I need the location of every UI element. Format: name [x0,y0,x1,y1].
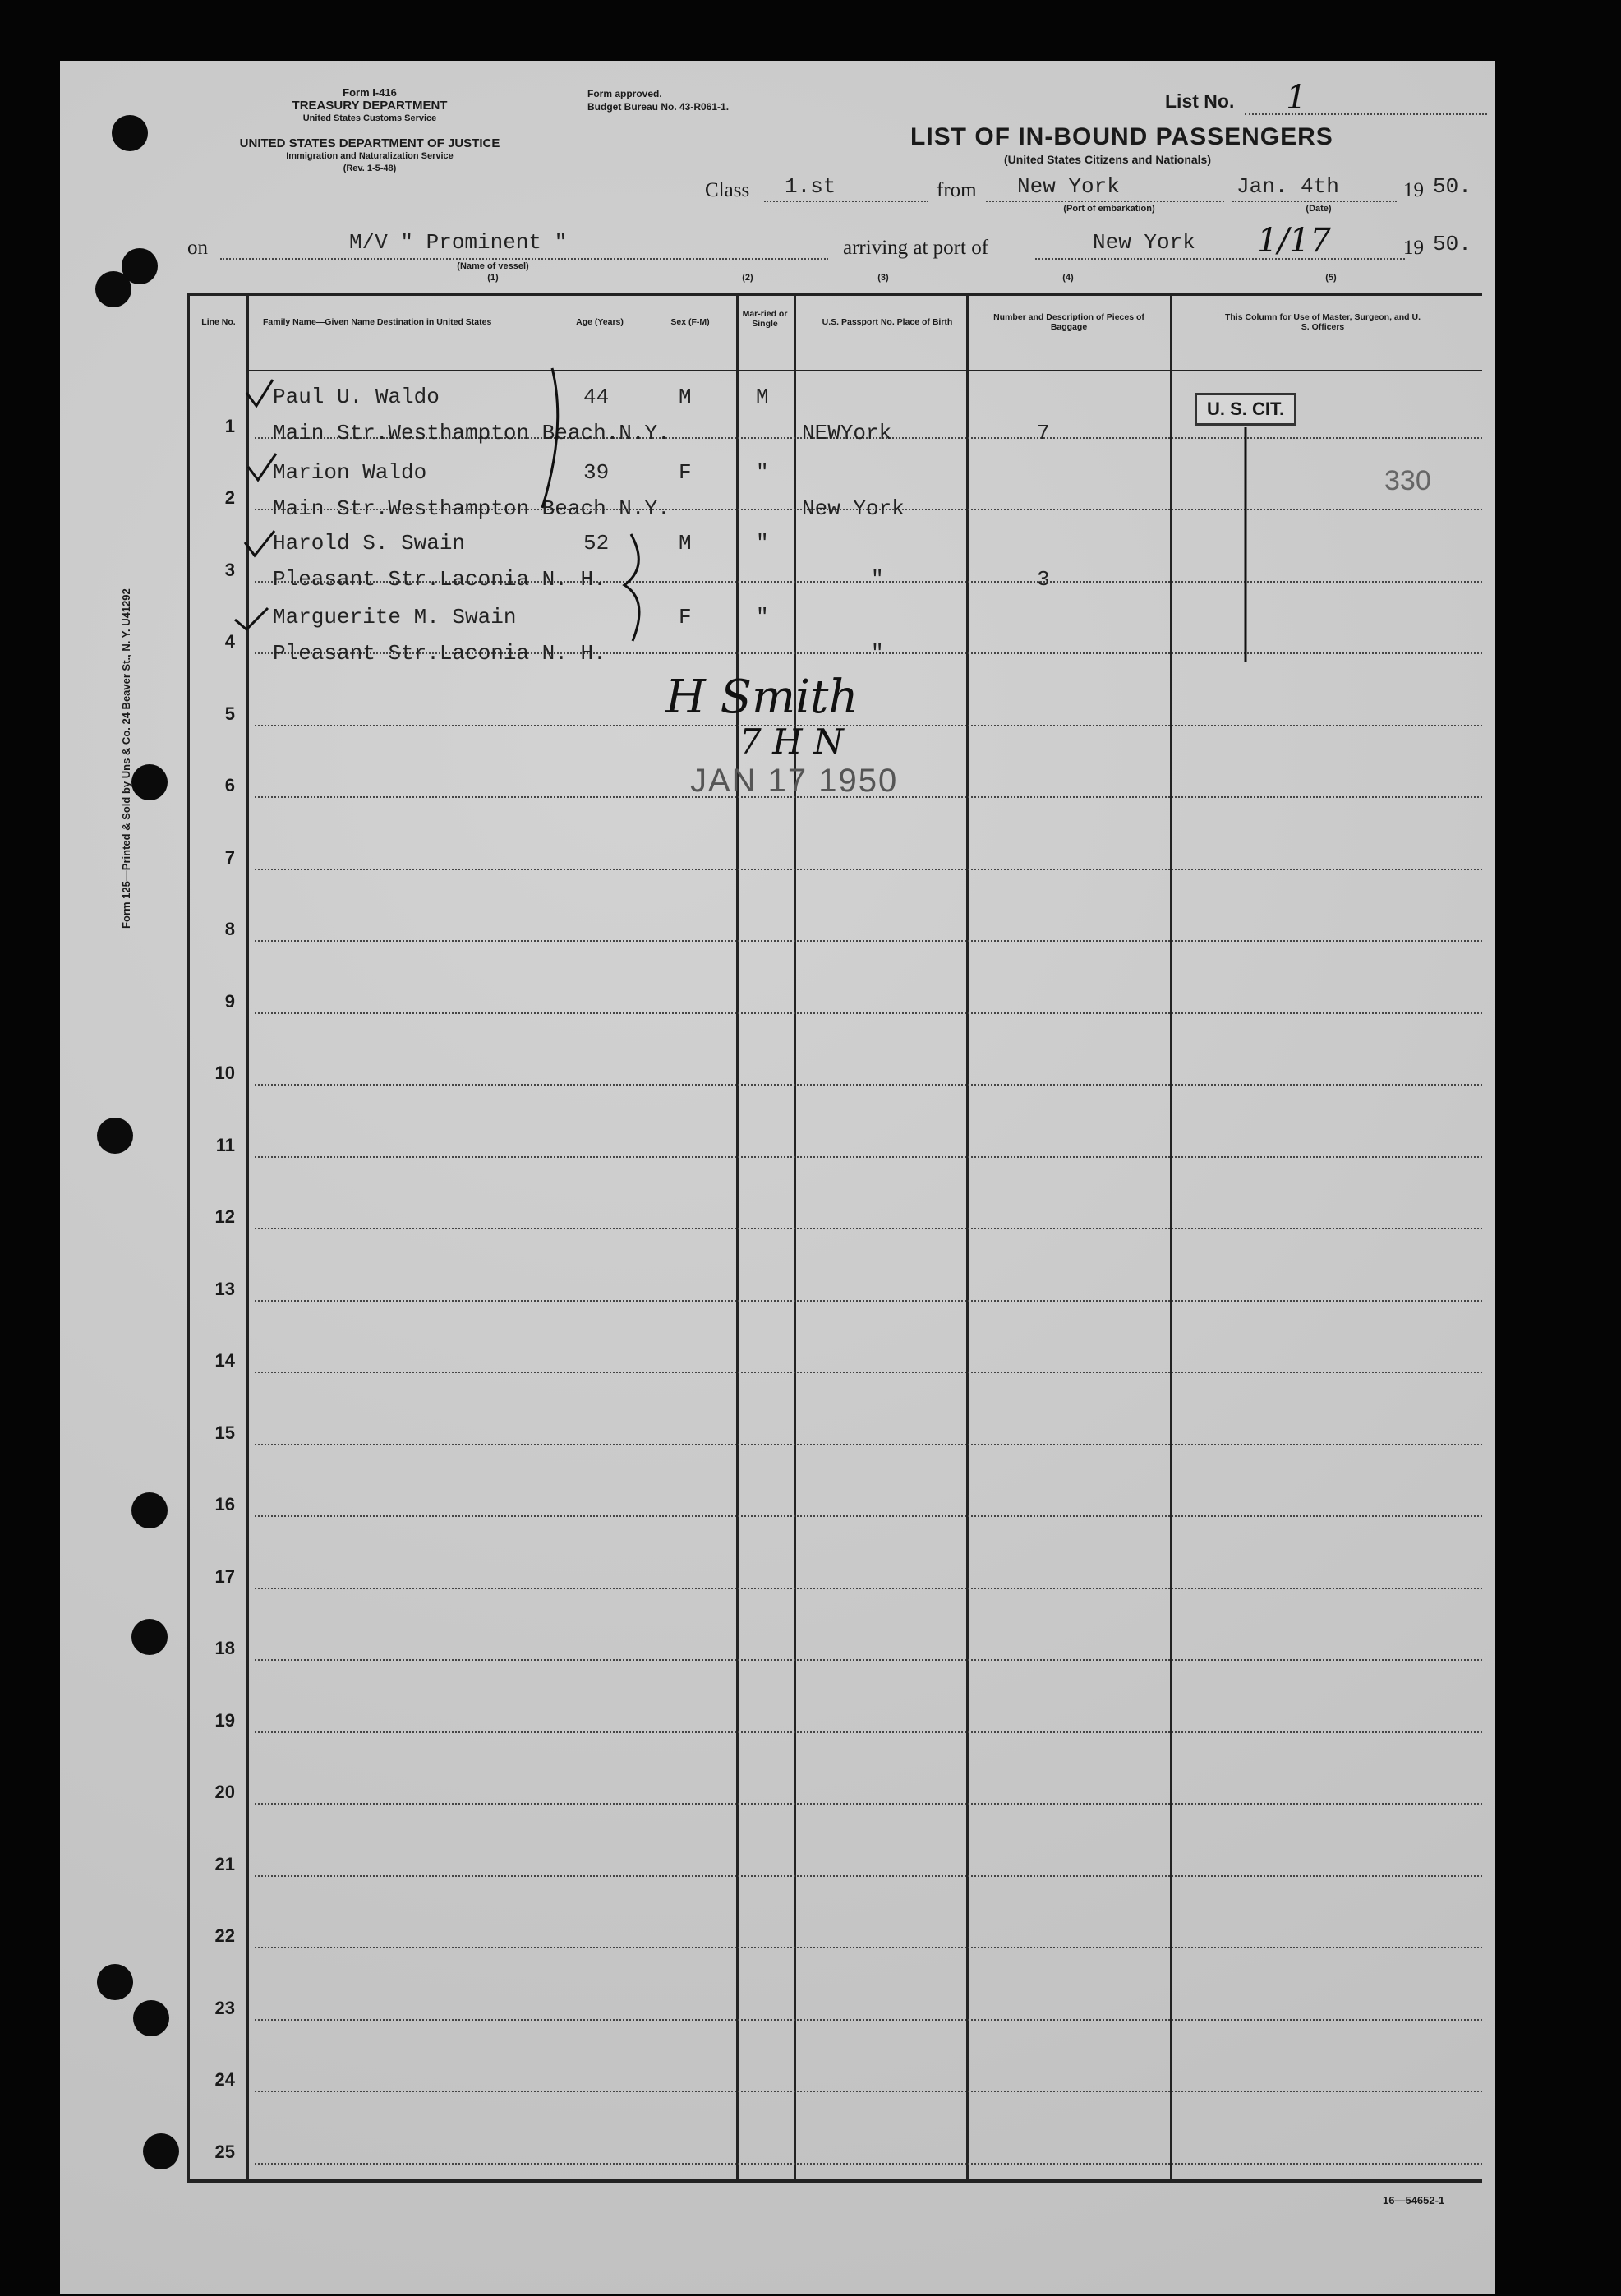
col-num-4: (4) [1062,273,1074,283]
col-num-2: (2) [742,273,753,283]
printer-side-text: Form 125—Printed & Sold by Uns & Co. 24 Beaver St., N. Y. U41292 [120,588,132,929]
line-number: 10 [214,1063,235,1083]
passenger-destination: Pleasant Str.Laconia N. H. [273,641,606,666]
form-title: LIST OF IN-BOUND PASSENGERS [910,123,1333,150]
form-approved: Form approved. [587,88,662,99]
form-number: Form I-416 [343,86,397,99]
line-number: 9 [224,990,235,1012]
class-label: Class [705,179,750,201]
budget-bureau: Budget Bureau No. 43-R061-1. [587,101,730,113]
col-header-baggage: Number and Description of Pieces of Baggage [993,312,1144,332]
line-number: 8 [224,919,235,939]
inspector-initials: 7 H N [739,722,844,762]
customs-label: United States Customs Service [302,113,437,123]
passenger-baggage: 3 [1037,567,1050,592]
passenger-sex: M [679,531,692,556]
from-label: from [937,179,977,201]
line-number: 20 [214,1782,235,1802]
passenger-name: Marguerite M. Swain [273,605,517,629]
year-suffix-2: 50. [1433,232,1471,256]
line-number: 4 [224,631,235,652]
year-prefix-2: 19 [1403,237,1424,259]
passenger-name: Paul U. Waldo [273,385,440,409]
col-header-officers: This Column for Use of Master, Surgeon, and U. S. Officers [1224,312,1421,332]
line-number: 21 [214,1853,235,1874]
line-number: 17 [214,1565,235,1587]
passenger-age: 39 [583,460,610,485]
col-header-sex: Sex (F-M) [670,317,710,327]
passenger-destination: Main Str.Westhampton Beach.N.Y. [273,421,670,445]
officer-number: 330 [1384,465,1431,496]
col-num-1: (1) [487,273,499,283]
passenger-sex: M [679,385,692,409]
passenger-birthplace: NEWYork [802,421,892,445]
line-number: 7 [224,846,235,868]
passenger-destination: Main Str.Westhampton Beach N.Y. [273,496,670,521]
passenger-married: M [756,385,769,409]
passenger-name: Harold S. Swain [273,531,466,556]
year-prefix-1: 19 [1403,179,1424,201]
passenger-married: " [756,605,769,629]
rev-label: (Rev. 1-5-48) [343,164,397,173]
class-value: 1.st [785,174,836,199]
justice-label: UNITED STATES DEPARTMENT OF JUSTICE [239,136,500,150]
passenger-married: " [756,531,769,556]
inspector-signature: H Smith [665,671,859,724]
us-cit-stamp: U. S. CIT. [1195,393,1296,426]
passenger-married: " [756,460,769,485]
passenger-birthplace: " [871,641,884,666]
form-subtitle: (United States Citizens and Nationals) [1003,153,1212,166]
col-header-name: Family Name—Given Name Destination in United States [263,317,492,327]
passenger-birthplace: New York [802,496,905,521]
treasury-label: TREASURY DEPARTMENT [292,99,448,113]
col-header-married: Mar-ried or Single [742,309,788,329]
line-number: 2 [224,487,235,508]
ins-label: Immigration and Naturalization Service [286,151,454,161]
col-num-5: (5) [1325,273,1337,283]
line-number: 24 [214,2069,235,2090]
line-number: 14 [214,1350,235,1371]
arrival-date-stamp: JAN 17 1950 [690,763,899,799]
arrival-port-value: New York [1093,230,1195,255]
col-header-passport: U.S. Passport No. Place of Birth [822,317,953,327]
arrival-date-value: 1/17 [1257,222,1331,260]
line-number: 25 [214,2141,235,2162]
passenger-baggage: 7 [1037,421,1050,445]
line-number: 16 [214,1494,235,1515]
passenger-age: 52 [583,531,610,556]
line-number: 13 [214,1278,235,1299]
passenger-destination: Pleasant Str.Laconia N. H. [273,567,606,592]
line-number: 11 [215,1134,235,1155]
date-caption: (Date) [1306,204,1332,214]
on-label: on [187,237,208,259]
port-embark-value: New York [1017,174,1120,199]
line-number: 23 [214,1997,235,2018]
line-number: 22 [214,1925,235,1946]
col-num-3: (3) [877,273,889,283]
port-embark-caption: (Port of embarkation) [1063,204,1155,214]
line-number: 1 [224,415,235,436]
arriving-label: arriving at port of [843,237,989,259]
line-number: 18 [214,1638,235,1658]
line-number: 3 [224,559,235,580]
list-no-label: List No. [1165,90,1235,112]
date-value: Jan. 4th [1236,174,1339,199]
passenger-sex: F [679,605,692,629]
passenger-birthplace: " [871,567,884,592]
col-header-age: Age (Years) [576,317,624,327]
line-number: 15 [214,1422,235,1443]
passenger-name: Marion Waldo [273,460,427,485]
list-no-value: 1 [1286,79,1307,117]
line-number: 19 [214,1709,235,1731]
col-header-line-no: Line No. [201,317,236,327]
line-number: 5 [224,703,235,724]
passenger-sex: F [679,460,692,485]
line-number: 12 [214,1206,235,1227]
passenger-age: 44 [583,385,610,409]
vessel-caption: (Name of vessel) [457,261,529,271]
footer-code: 16—54652-1 [1383,2194,1445,2206]
line-number: 6 [224,775,235,795]
year-suffix-1: 50. [1433,174,1471,199]
vessel-value: M/V " Prominent " [349,230,568,255]
